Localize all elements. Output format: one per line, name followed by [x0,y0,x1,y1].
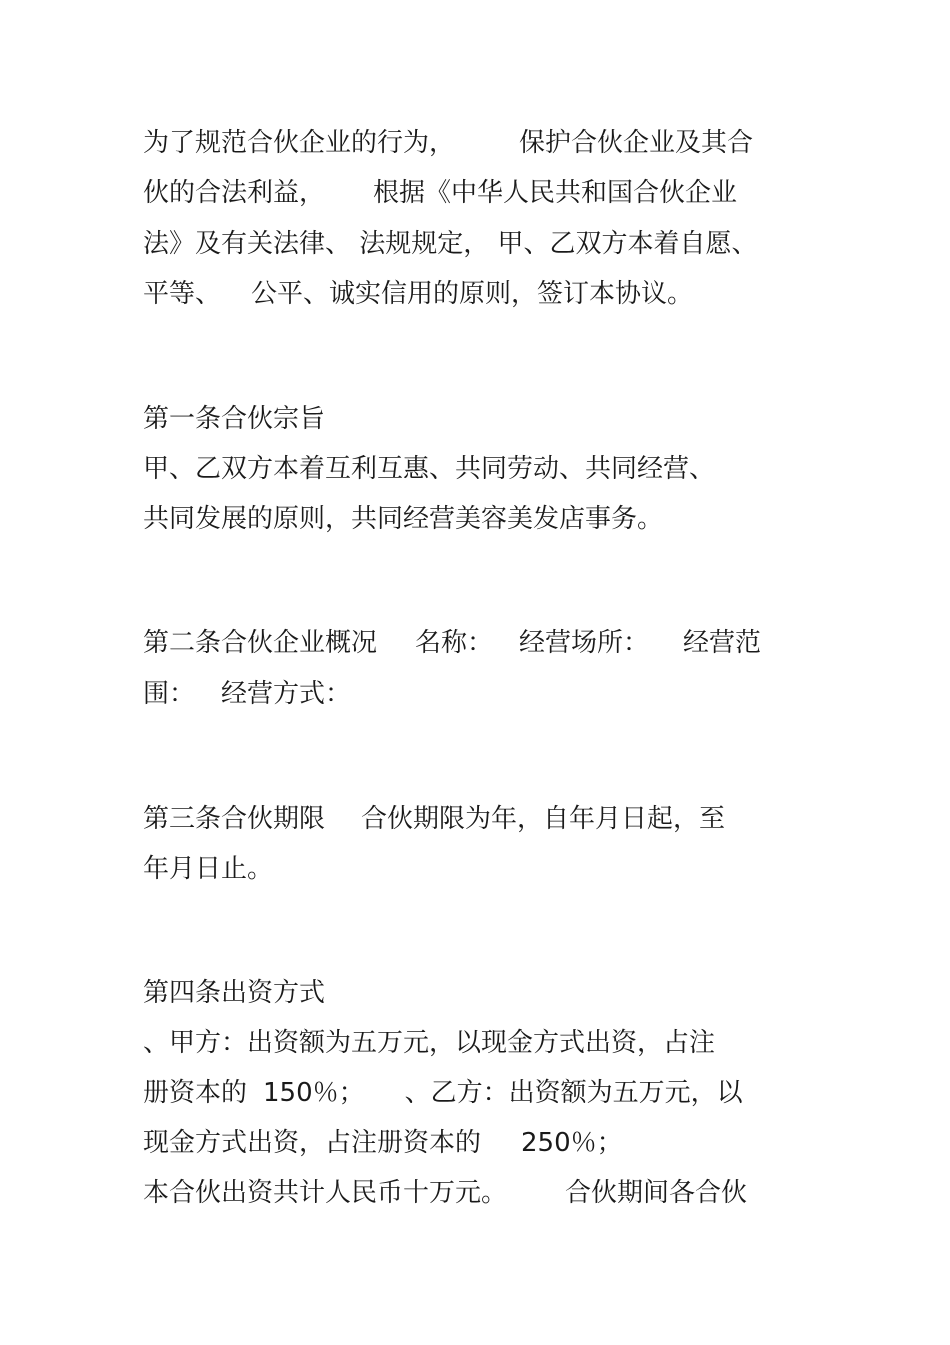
article1-line-1: 甲、乙双方本着互利互惠、共同劳动、共同经营、 [143,454,716,484]
article2-place: 经营场所： [519,628,650,658]
article3-line-2: 年月日止。 [143,854,274,884]
article4-text: 册资本的 [143,1078,248,1108]
article2-line-1 [143,626,761,660]
preamble-line-4 [143,277,693,311]
article4-line-4 [143,1176,747,1210]
article4-line-1: 、甲方：出资额为五万元，以现金方式出资，占注 [143,1028,716,1058]
article1-line-2: 共同发展的原则，共同经营美容美发店事务。 [143,504,664,534]
preamble-text: 法》及有关法律、 法规规定， 甲、乙双方本着自愿、 [143,229,758,259]
article4-text: 、乙方：出资额为五万元，以 [404,1078,743,1108]
preamble-text: 为了规范合伙企业的行为， [143,128,456,158]
article2-scope: 围： [143,679,196,709]
article2-name: 名称： [415,628,494,658]
article2-title: 第二条合伙企业概况 [143,628,378,658]
article3-title: 第三条合伙期限 [143,804,326,834]
article4-text: 本合伙出资共计人民币十万元。 [143,1178,508,1208]
article2-line-2 [143,677,351,711]
preamble-text: 根据《中华人民共和国合伙企业 [373,178,738,208]
preamble-text: 保护合伙企业及其合 [519,128,754,158]
preamble-text: 伙的合法利益， [143,178,326,208]
preamble-line-3 [143,227,758,261]
preamble-line-1 [143,126,753,160]
article4-text: 现金方式出资，占注册资本的 [143,1128,482,1158]
article4-line-2 [143,1076,743,1110]
preamble-text: 平等、 [143,279,222,309]
preamble-text: 公平、诚实信用的原则，签订本协议。 [251,279,694,309]
article4-title: 第四条出资方式 [143,978,326,1008]
article2-scope: 经营范 [683,628,762,658]
preamble-line-2 [143,176,737,210]
article1-title: 第一条合伙宗旨 [143,404,326,434]
article3-text: 合伙期限为年，自年月日起，至 [361,804,726,834]
article4-percent: 150％； [263,1078,365,1108]
article2-mode: 经营方式： [221,679,352,709]
article4-percent: 250％； [521,1128,623,1158]
article4-line-3 [143,1126,623,1160]
article4-text: 合伙期间各合伙 [565,1178,748,1208]
article3-line-1 [143,802,725,836]
